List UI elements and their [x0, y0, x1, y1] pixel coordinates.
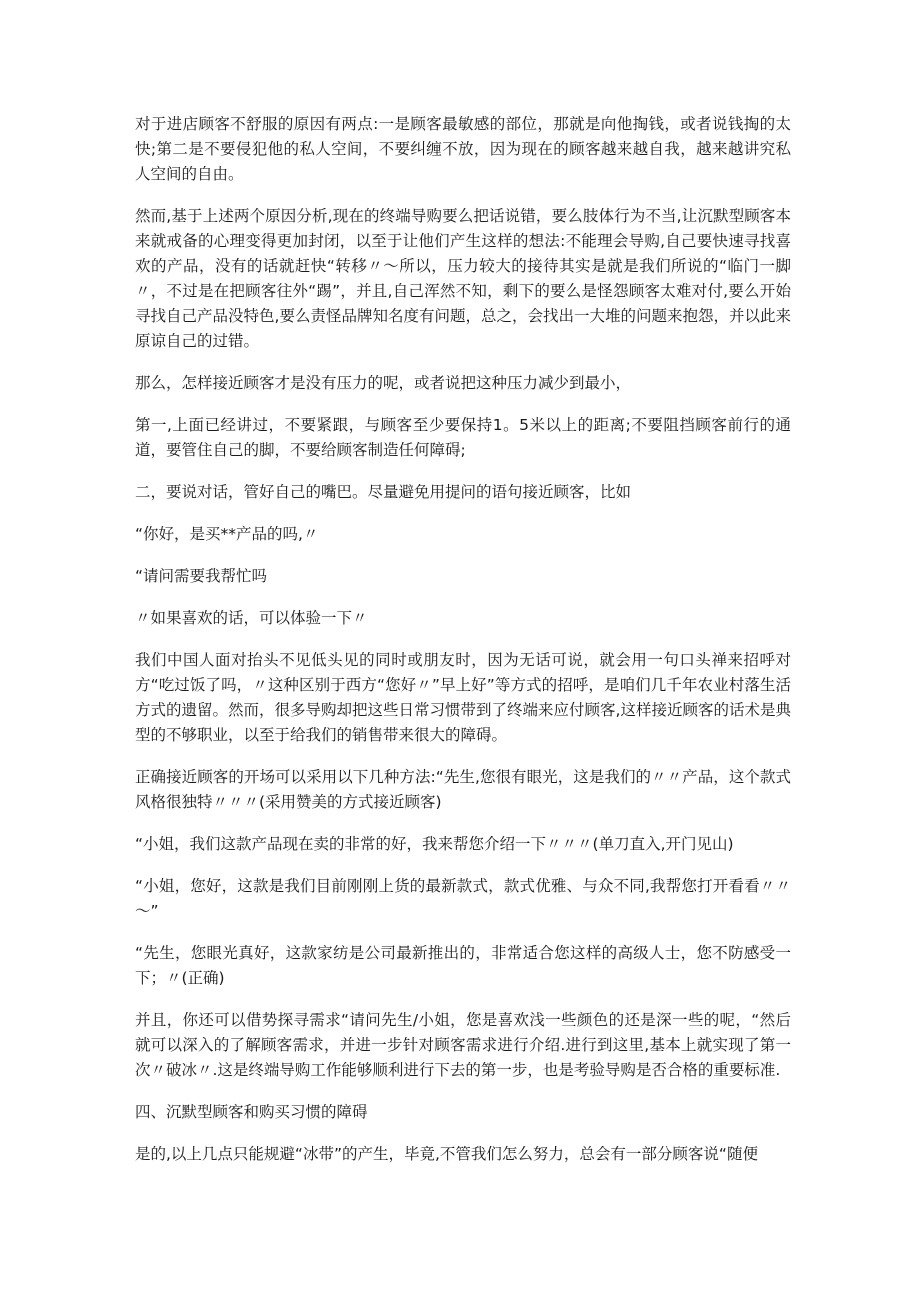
paragraph-10: 正确接近顾客的开场可以采用以下几种方法:“先生,您很有眼光，这是我们的〃〃产品，这个款式风格很独特〃〃〃(采用赞美的方式接近顾客)	[135, 768, 791, 811]
paragraph-8: 〃如果喜欢的话，可以体验一下〃	[135, 609, 368, 627]
paragraph-7: “请问需要我帮忙吗	[135, 567, 268, 585]
paragraph-1: 对于进店顾客不舒服的原因有两点:一是顾客最敏感的部位，那就是向他掏钱，或者说钱掏的太快;第二是不要侵犯他的私人空间，不要纠缠不放，因为现在的顾客越来越自我，越来越讲究私人空间的自由。	[135, 115, 791, 183]
paragraph-11: “小姐，我们这款产品现在卖的非常的好，我来帮您介绍一下〃〃〃(单刀直入,开门见山)	[135, 835, 734, 853]
paragraph-9: 我们中国人面对抬头不见低头见的同时或朋友时，因为无话可说，就会用一句口头禅来招呼对方“吃过饭了吗，〃这种区别于西方“您好〃”早上好”等方式的招呼，是咱们几千年农业村落生活方式的遗留。然而，很多导购却把这些日常习惯带到了终端来应付顾客,这样接近顾客的话术是典型的不够职业，以至于给我们的销售带来很大的障碍。	[135, 651, 791, 744]
paragraph-4: 第一,上面已经讲过，不要紧跟，与顾客至少要保持1。5米以上的距离;不要阻挡顾客前行的通道，要管住自己的脚，不要给顾客制造任何障碍;	[135, 416, 791, 459]
paragraph-2: 然而,基于上述两个原因分析,现在的终端导购要么把话说错，要么肢体行为不当,让沉默型顾客本来就戒备的心理变得更加封闭，以至于让他们产生这样的想法:不能理会导购,自己要快速寻找喜欢的产品，没有的话就赶快“转移〃～所以，压力较大的接待其实是就是我们所说的“临门一脚〃，不过是在把顾客往外“踢”，并且,自己浑然不知，剩下的要么是怪怨顾客太难对付,要么开始寻找自己产品没特色,要么责怪品牌知名度有问题，总之，会找出一大堆的问题来抱怨，并以此来原谅自己的过错。	[135, 207, 791, 350]
paragraph-3: 那么，怎样接近顾客才是没有压力的呢，或者说把这种压力减少到最小，	[135, 374, 632, 392]
paragraph-14: 并且，你还可以借势探寻需求“请问先生/小姐，您是喜欢浅一些颜色的还是深一些的呢，“然后就可以深入的了解顾客需求，并进一步针对顾客需求进行介绍.进行到这里,基本上就实现了第一次〃破冰〃.这是终端导购工作能够顺利进行下去的第一步，也是考验导购是否合格的重要标准.	[135, 1011, 791, 1079]
paragraph-6: “你好，是买**产品的吗,〃	[135, 525, 319, 543]
paragraph-16: 是的,以上几点只能规避“冰带”的产生，毕竟,不管我们怎么努力，总会有一部分顾客说“随便	[135, 1145, 758, 1163]
paragraph-5: 二，要说对话，管好自己的嘴巴。尽量避免用提问的语句接近顾客，比如	[135, 483, 632, 501]
document-body	[135, 112, 791, 1184]
section-heading: 四、沉默型顾客和购买习惯的障碍	[135, 1103, 368, 1121]
paragraph-13: “先生，您眼光真好，这款家纺是公司最新推出的，非常适合您这样的高级人士，您不防感受一下；〃(正确)	[135, 944, 791, 987]
paragraph-12: “小姐，您好，这款是我们目前刚刚上货的最新款式，款式优雅、与众不同,我帮您打开看看〃〃～”	[135, 877, 791, 920]
